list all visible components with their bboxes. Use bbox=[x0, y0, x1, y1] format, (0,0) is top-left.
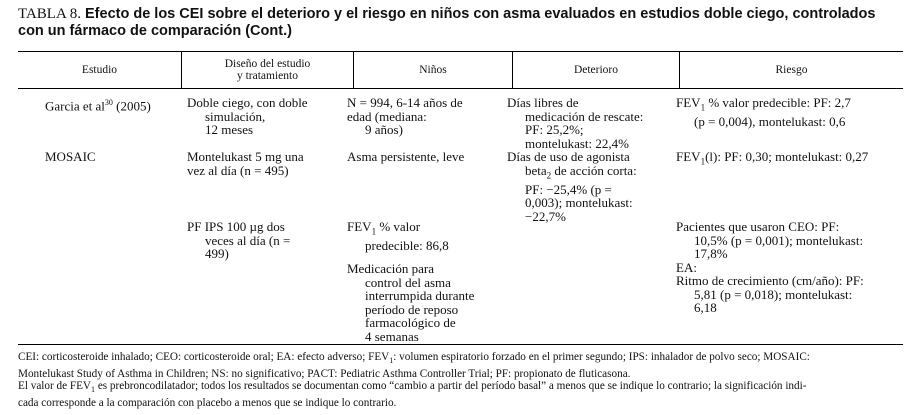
data-table bbox=[18, 51, 903, 345]
table-footnotes bbox=[18, 351, 908, 409]
header-deterioro: Deterioro bbox=[573, 64, 619, 76]
text-fragment: FEV bbox=[676, 95, 701, 110]
subscript: 2 bbox=[546, 170, 552, 181]
cell-diseno-garcia bbox=[187, 96, 352, 137]
cell-ninos-garcia bbox=[347, 96, 507, 137]
text-line: 17,8% bbox=[694, 246, 728, 261]
text-line: período de reposo bbox=[365, 301, 459, 317]
header-ninos: Niños bbox=[419, 64, 447, 76]
text-line: 9 años) bbox=[365, 122, 403, 137]
text-line: 0,003); montelukast: bbox=[525, 195, 633, 211]
text-line: farmacológico de bbox=[365, 315, 456, 330]
text-fragment: es prebroncodilatador; todos los resultados se documentan como “cambio a partir del período basal” a menos que se indique lo contrario; la significación indi- bbox=[95, 380, 807, 393]
subscript: 1 bbox=[91, 385, 96, 395]
text-fragment: FEV bbox=[676, 149, 701, 164]
text-line: medicación de rescate: bbox=[525, 108, 644, 124]
text-line: montelukast: 22,4% bbox=[525, 135, 629, 151]
cell-estudio-mosaic: MOSAIC bbox=[45, 149, 96, 164]
text-line: 4 semanas bbox=[365, 328, 419, 344]
text-line: Pacientes que usaron CEO: PF: bbox=[676, 219, 840, 234]
table-title-line-2: con un fármaco de comparación (Cont.) bbox=[18, 23, 292, 39]
text-line: (p = 0,004), montelukast: 0,6 bbox=[694, 114, 846, 130]
subscript: 1 bbox=[371, 226, 377, 237]
footnote-line bbox=[18, 380, 908, 397]
text-fragment: El valor de FEV bbox=[18, 380, 92, 393]
cell-diseno-mosaic bbox=[187, 150, 352, 177]
text-line: −22,7% bbox=[525, 208, 566, 224]
cell-estudio-garcia bbox=[45, 96, 151, 113]
text-line: Montelukast 5 mg una bbox=[187, 149, 304, 164]
header-diseno-line-2: y tratamiento bbox=[236, 70, 298, 82]
text-fragment: (l): PF: 0,30; montelukast: 0,27 bbox=[705, 149, 869, 164]
reference-superscript: 30 bbox=[104, 98, 113, 107]
estudio-garcia-year: (2005) bbox=[112, 98, 151, 114]
subscript: 1 bbox=[389, 356, 394, 366]
text-line: 12 meses bbox=[205, 122, 254, 137]
text-line: Doble ciego, con doble bbox=[187, 95, 308, 110]
cell-deterioro-garcia bbox=[507, 96, 677, 150]
text-line: simulación, bbox=[205, 108, 266, 124]
footnote-line: Montelukast Study of Asthma in Children; NS: no significativo; PACT: Pediatric Asthma Controller Trial; PF: propionato de fluticasona. bbox=[18, 367, 631, 380]
text-fragment: % valor predecible: PF: 2,7 bbox=[705, 95, 851, 110]
cell-ninos-mosaic-pf bbox=[347, 220, 507, 253]
table-label: TABLA 8. bbox=[18, 6, 81, 22]
text-fragment: de acción corta: bbox=[551, 162, 637, 178]
cell-deterioro-mosaic bbox=[507, 150, 677, 223]
header-estudio: Estudio bbox=[81, 64, 118, 76]
text-line: 5,81 (p = 0,018); montelukast: bbox=[694, 286, 853, 302]
cell-ninos-mosaic: Asma persistente, leve bbox=[347, 149, 465, 164]
text-line: Días de uso de agonista bbox=[507, 149, 630, 164]
subscript: 1 bbox=[700, 156, 706, 167]
text-line: veces al día (n = bbox=[205, 232, 291, 248]
text-line: N = 994, 6-14 años de bbox=[347, 95, 463, 110]
footnote-line bbox=[18, 351, 908, 368]
text-line: Ritmo de crecimiento (cm/año): PF: bbox=[676, 273, 864, 288]
text-line: PF IPS 100 µg dos bbox=[187, 219, 285, 234]
header-diseno bbox=[182, 52, 353, 88]
cell-riesgo-mosaic bbox=[676, 150, 901, 169]
text-fragment: % valor bbox=[376, 219, 421, 234]
text-line: 6,18 bbox=[694, 300, 717, 315]
cell-riesgo-mosaic-pf bbox=[676, 220, 901, 315]
text-fragment: FEV bbox=[347, 219, 372, 234]
header-diseno-line-1: Diseño del estudio bbox=[224, 58, 311, 70]
text-line: 499) bbox=[205, 246, 229, 261]
text-fragment: beta bbox=[525, 162, 547, 178]
text-fragment: CEI: corticosteroide inhalado; CEO: corticosteroide oral; EA: efecto adverso; FEV bbox=[18, 351, 390, 363]
text-line: interrumpida durante bbox=[365, 288, 475, 303]
estudio-garcia-name: Garcia et al bbox=[45, 98, 105, 114]
footnote-line: cada corresponde a la comparación con placebo a menos que se indique lo contrario. bbox=[18, 396, 397, 409]
cell-diseno-mosaic-pf bbox=[187, 220, 352, 261]
header-riesgo: Riesgo bbox=[775, 64, 808, 76]
text-line: Días libres de bbox=[507, 95, 579, 110]
table-title-line-1: Efecto de los CEI sobre el deterioro y el riesgo en niños con asma evaluados en estudios doble ciego, controlados bbox=[85, 6, 876, 22]
text-line: Medicación para bbox=[347, 261, 434, 276]
text-line: control del asma bbox=[365, 274, 451, 290]
text-line: predecible: 86,8 bbox=[365, 238, 449, 254]
text-line: PF: −25,4% (p = bbox=[525, 181, 612, 197]
text-line: vez al día (n = 495) bbox=[187, 162, 289, 178]
cell-riesgo-garcia bbox=[676, 96, 901, 129]
text-fragment: : volumen espiratorio forzado en el primer segundo; IPS: inhalador de polvo seco; MOSAIC: bbox=[393, 351, 810, 363]
cell-medicacion-mosaic-pf bbox=[347, 262, 507, 343]
text-line: 10,5% (p = 0,001); montelukast: bbox=[694, 232, 864, 248]
table-header-row bbox=[18, 52, 903, 89]
text-line: EA: bbox=[676, 259, 697, 275]
table-title bbox=[18, 6, 903, 40]
subscript: 1 bbox=[700, 102, 706, 113]
text-line: PF: 25,2%; bbox=[525, 122, 584, 137]
text-line: edad (mediana: bbox=[347, 108, 427, 124]
